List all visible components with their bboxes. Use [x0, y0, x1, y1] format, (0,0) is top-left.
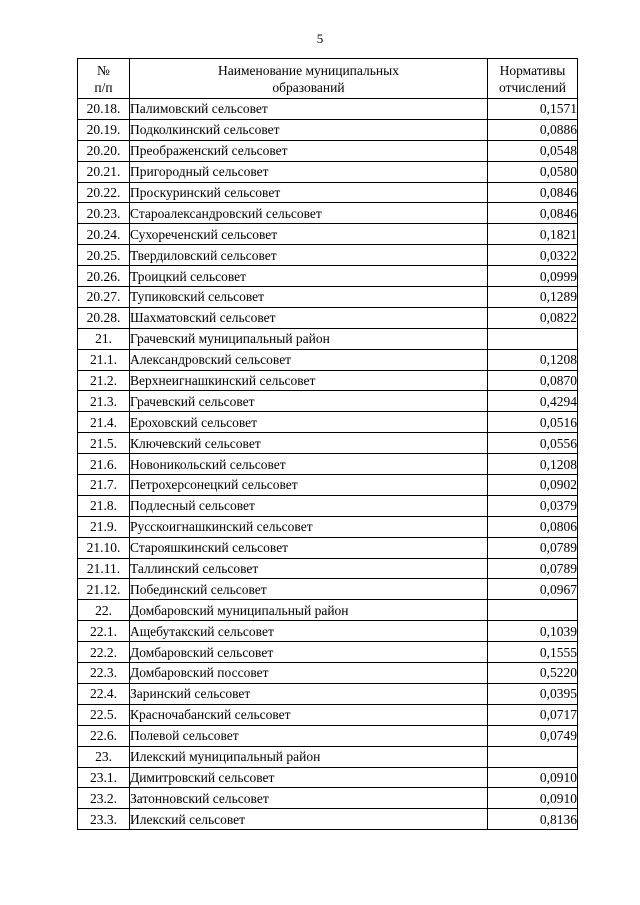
- table-row: [78, 475, 578, 496]
- municipality-name: Новоникольский сельсовет: [130, 454, 488, 475]
- table-row: [78, 203, 578, 224]
- table-row: [78, 99, 578, 120]
- table-row: [78, 140, 578, 161]
- deduction-norm-value: 0,5220: [488, 663, 578, 684]
- row-number: 21.2.: [78, 370, 130, 391]
- municipality-name: Палимовский сельсовет: [130, 99, 488, 120]
- municipality-name: Грачевский муниципальный район: [130, 328, 488, 349]
- page-number: 5: [316, 31, 324, 46]
- municipality-name: Шахматовский сельсовет: [130, 307, 488, 328]
- deduction-norm-value: 0,0749: [488, 725, 578, 746]
- row-number: 22.4.: [78, 683, 130, 704]
- municipality-name: Староалександровский сельсовет: [130, 203, 488, 224]
- row-number: 22.1.: [78, 621, 130, 642]
- municipality-name: Полевой сельсовет: [130, 725, 488, 746]
- table-body: [78, 99, 578, 830]
- row-number: 23.: [78, 746, 130, 767]
- municipality-name: Александровский сельсовет: [130, 349, 488, 370]
- table-row: [78, 704, 578, 725]
- municipality-name: Троицкий сельсовет: [130, 266, 488, 287]
- header-number-line2: п/п: [94, 79, 113, 95]
- municipality-name: Заринский сельсовет: [130, 683, 488, 704]
- deduction-norm-value: 0,0789: [488, 558, 578, 579]
- table-row: [78, 391, 578, 412]
- table-row: [78, 495, 578, 516]
- table-header: [78, 59, 578, 99]
- municipality-name: Ащебутакский сельсовет: [130, 621, 488, 642]
- row-number: 20.24.: [78, 224, 130, 245]
- row-number: 23.3.: [78, 809, 130, 830]
- table-row: [78, 558, 578, 579]
- municipality-name: Ключевский сельсовет: [130, 433, 488, 454]
- municipality-name: Домбаровский сельсовет: [130, 642, 488, 663]
- table-row: [78, 663, 578, 684]
- row-number: 21.11.: [78, 558, 130, 579]
- municipality-name: Грачевский сельсовет: [130, 391, 488, 412]
- deduction-norm-value: 0,0516: [488, 412, 578, 433]
- deduction-norm-value: 0,0806: [488, 516, 578, 537]
- deduction-norm-value: [488, 328, 578, 349]
- row-number: 20.18.: [78, 99, 130, 120]
- row-number: 21.8.: [78, 495, 130, 516]
- row-number: 20.20.: [78, 140, 130, 161]
- deduction-norm-value: 0,1821: [488, 224, 578, 245]
- municipality-name: Старояшкинский сельсовет: [130, 537, 488, 558]
- table-row: [78, 433, 578, 454]
- deduction-norm-value: 0,0322: [488, 245, 578, 266]
- deduction-norm-value: 0,0395: [488, 683, 578, 704]
- deduction-norm-value: 0,0846: [488, 203, 578, 224]
- deduction-norm-value: 0,1039: [488, 621, 578, 642]
- table-row: [78, 307, 578, 328]
- deduction-norm-value: 0,0846: [488, 182, 578, 203]
- row-number: 20.22.: [78, 182, 130, 203]
- municipality-name: Преображенский сельсовет: [130, 140, 488, 161]
- header-name-line2: образований: [272, 79, 345, 95]
- row-number: 21.5.: [78, 433, 130, 454]
- deduction-norm-value: 0,0886: [488, 119, 578, 140]
- header-municipality-name: [130, 59, 488, 99]
- municipality-name: Ероховский сельсовет: [130, 412, 488, 433]
- header-name-line1: Наименование муниципальных: [218, 62, 399, 78]
- municipality-name: Красночабанский сельсовет: [130, 704, 488, 725]
- table-row: [78, 454, 578, 475]
- header-row: [78, 59, 578, 99]
- municipality-name: Илекский сельсовет: [130, 809, 488, 830]
- deduction-norm-value: [488, 746, 578, 767]
- deduction-norm-value: 0,0822: [488, 307, 578, 328]
- table-row: [78, 725, 578, 746]
- row-number: 21.3.: [78, 391, 130, 412]
- header-number: [78, 59, 130, 99]
- header-norms-line1: Нормативы: [499, 62, 566, 78]
- table-row: [78, 767, 578, 788]
- deduction-norm-value: 0,0556: [488, 433, 578, 454]
- row-number: 22.6.: [78, 725, 130, 746]
- table-row: [78, 746, 578, 767]
- deduction-norm-value: 0,0870: [488, 370, 578, 391]
- municipality-name: Подлесный сельсовет: [130, 495, 488, 516]
- deduction-norm-value: 0,0580: [488, 161, 578, 182]
- row-number: 21.: [78, 328, 130, 349]
- row-number: 23.2.: [78, 788, 130, 809]
- row-number: 22.: [78, 600, 130, 621]
- header-norms-line2: отчислений: [499, 79, 566, 95]
- table-row: [78, 161, 578, 182]
- municipality-name: Затонновский сельсовет: [130, 788, 488, 809]
- table-row: [78, 683, 578, 704]
- deduction-norm-value: 0,1289: [488, 287, 578, 308]
- table-row: [78, 370, 578, 391]
- municipality-name: Пригородный сельсовет: [130, 161, 488, 182]
- deduction-norm-value: 0,0379: [488, 495, 578, 516]
- header-number-line1: №: [97, 62, 110, 78]
- row-number: 22.3.: [78, 663, 130, 684]
- row-number: 20.23.: [78, 203, 130, 224]
- municipality-name: Тупиковский сельсовет: [130, 287, 488, 308]
- table-row: [78, 516, 578, 537]
- municipality-name: Таллинский сельсовет: [130, 558, 488, 579]
- table-row: [78, 537, 578, 558]
- municipality-name: Петрохерсонецкий сельсовет: [130, 475, 488, 496]
- table-row: [78, 642, 578, 663]
- table-row: [78, 788, 578, 809]
- deduction-norm-value: 0,1571: [488, 99, 578, 120]
- deduction-norms-table: [77, 58, 578, 830]
- table-row: [78, 328, 578, 349]
- table-row: [78, 579, 578, 600]
- municipality-name: Проскуринский сельсовет: [130, 182, 488, 203]
- municipality-name: Димитровский сельсовет: [130, 767, 488, 788]
- deduction-norm-value: 0,0910: [488, 788, 578, 809]
- row-number: 20.19.: [78, 119, 130, 140]
- table-row: [78, 119, 578, 140]
- header-norms: [488, 59, 578, 99]
- deduction-norm-value: 0,8136: [488, 809, 578, 830]
- municipality-name: Домбаровский муниципальный район: [130, 600, 488, 621]
- row-number: 21.7.: [78, 475, 130, 496]
- municipality-name: Верхнеигнашкинский сельсовет: [130, 370, 488, 391]
- row-number: 22.2.: [78, 642, 130, 663]
- row-number: 20.28.: [78, 307, 130, 328]
- table-row: [78, 621, 578, 642]
- deduction-norm-value: 0,1555: [488, 642, 578, 663]
- row-number: 21.4.: [78, 412, 130, 433]
- deduction-norm-value: [488, 600, 578, 621]
- row-number: 21.1.: [78, 349, 130, 370]
- municipality-name: Илекский муниципальный район: [130, 746, 488, 767]
- table-row: [78, 600, 578, 621]
- municipality-name: Сухореченский сельсовет: [130, 224, 488, 245]
- deduction-norm-value: 0,0548: [488, 140, 578, 161]
- row-number: 21.12.: [78, 579, 130, 600]
- deduction-norm-value: 0,1208: [488, 454, 578, 475]
- table-row: [78, 287, 578, 308]
- municipality-name: Подколкинский сельсовет: [130, 119, 488, 140]
- table-row: [78, 412, 578, 433]
- deduction-norm-value: 0,0910: [488, 767, 578, 788]
- table-row: [78, 245, 578, 266]
- row-number: 20.25.: [78, 245, 130, 266]
- deduction-norm-value: 0,4294: [488, 391, 578, 412]
- municipality-name: Домбаровский поссовет: [130, 663, 488, 684]
- row-number: 21.10.: [78, 537, 130, 558]
- table-row: [78, 224, 578, 245]
- deduction-norm-value: 0,0789: [488, 537, 578, 558]
- row-number: 21.6.: [78, 454, 130, 475]
- municipality-name: Русскоигнашкинский сельсовет: [130, 516, 488, 537]
- row-number: 20.27.: [78, 287, 130, 308]
- municipality-name: Твердиловский сельсовет: [130, 245, 488, 266]
- deduction-norm-value: 0,0902: [488, 475, 578, 496]
- table-row: [78, 266, 578, 287]
- row-number: 22.5.: [78, 704, 130, 725]
- deduction-norm-value: 0,0967: [488, 579, 578, 600]
- deduction-norm-value: 0,0999: [488, 266, 578, 287]
- deduction-norm-value: 0,1208: [488, 349, 578, 370]
- table-row: [78, 809, 578, 830]
- table-row: [78, 349, 578, 370]
- row-number: 20.26.: [78, 266, 130, 287]
- table-row: [78, 182, 578, 203]
- row-number: 23.1.: [78, 767, 130, 788]
- municipality-name: Побединский сельсовет: [130, 579, 488, 600]
- row-number: 20.21.: [78, 161, 130, 182]
- row-number: 21.9.: [78, 516, 130, 537]
- deduction-norm-value: 0,0717: [488, 704, 578, 725]
